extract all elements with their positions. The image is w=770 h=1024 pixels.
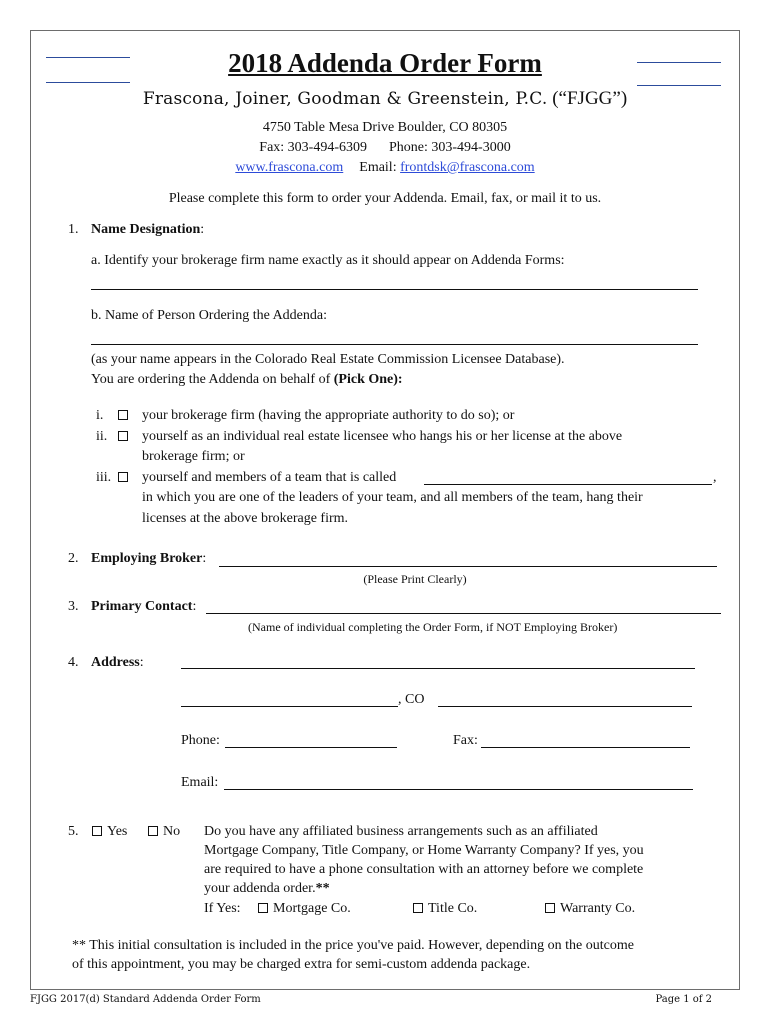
firm-contact-numbers: [0, 140, 770, 156]
option-iii-text-cont: in which you are one of the leaders of your team, and all members of the team, hang their: [142, 490, 643, 505]
firm-fax: Fax: 303-494-6309: [259, 140, 367, 155]
option-ii-numeral: ii.: [96, 429, 108, 444]
option-ii-checkbox[interactable]: [118, 431, 128, 441]
pick-one-bold: (Pick One):: [333, 372, 403, 387]
pick-one-prefix: You are ordering the Addenda on behalf of: [91, 372, 334, 387]
firm-phone: Phone: 303-494-3000: [389, 140, 511, 155]
section5-question-line3: are required to have a phone consultation with an attorney before we complete: [204, 862, 644, 877]
fax-field[interactable]: [481, 747, 690, 748]
footer-page-number: Page 1 of 2: [655, 994, 712, 1005]
section1-question-b: b. Name of Person Ordering the Addenda:: [91, 308, 327, 323]
primary-contact-field[interactable]: [206, 613, 721, 614]
option-i-numeral: i.: [96, 408, 104, 423]
section4-label: Address: [91, 655, 140, 670]
section5-number: 5.: [68, 824, 79, 839]
option-ii-text-cont: brokerage firm; or: [142, 449, 245, 464]
option-i-text: your brokerage firm (having the appropriate authority to do so); or: [142, 408, 515, 423]
section3-number: 3.: [68, 599, 79, 614]
email-field[interactable]: [224, 789, 693, 790]
if-yes-label: If Yes:: [204, 901, 241, 916]
section2-note: (Please Print Clearly): [363, 572, 467, 586]
email-label: Email:: [359, 160, 397, 175]
section1-question-a: a. Identify your brokerage firm name exactly as it should appear on Addenda Forms:: [91, 253, 565, 268]
section1-colon: :: [200, 222, 205, 237]
section1-number: 1.: [68, 222, 79, 237]
page-title: 2018 Addenda Order Form: [228, 48, 542, 78]
section4-heading: [91, 655, 144, 671]
firm-online-contact: [0, 160, 770, 176]
mortgage-co-label: Mortgage Co.: [273, 901, 351, 916]
footnote-line1: ** This initial consultation is included in the price you've paid. However, depending on the outcome: [72, 938, 634, 953]
section3-colon: :: [192, 599, 197, 614]
section1-label: Name Designation: [91, 222, 201, 237]
section1-note-pick-one: [91, 372, 403, 388]
section1-heading: [91, 222, 204, 238]
section3-heading: [91, 599, 196, 615]
section5-last-line: your addenda order.: [204, 881, 316, 896]
footnote-line2: of this appointment, you may be charged extra for semi-custom addenda package.: [72, 957, 531, 972]
title-co-checkbox[interactable]: [413, 903, 423, 913]
no-checkbox[interactable]: [148, 826, 158, 836]
section5-question-line2: Mortgage Company, Title Company, or Home Warranty Company? If yes, you: [204, 843, 644, 858]
section2-colon: :: [202, 551, 207, 566]
firm-heading: [0, 88, 770, 110]
option-iii-text-cont-2: licenses at the above brokerage firm.: [142, 511, 349, 526]
no-label: No: [163, 824, 181, 839]
option-iii-text: yourself and members of a team that is called: [142, 470, 397, 485]
section3-note: (Name of individual completing the Order Form, if NOT Employing Broker): [248, 620, 618, 634]
decorative-line-top-left-2: [46, 82, 130, 83]
section2-label: Employing Broker: [91, 551, 203, 566]
section4-number: 4.: [68, 655, 79, 670]
email-link[interactable]: frontdsk@frascona.com: [400, 160, 535, 175]
intro-text: Please complete this form to order your Addenda. Email, fax, or mail it to us.: [168, 191, 602, 206]
yes-checkbox[interactable]: [92, 826, 102, 836]
section2-number: 2.: [68, 551, 79, 566]
option-ii-text: yourself as an individual real estate licensee who hangs his or her license at the above: [142, 429, 623, 444]
footer-form-id: FJGG 2017(d) Standard Addenda Order Form: [30, 994, 261, 1005]
option-iii-numeral: iii.: [96, 470, 112, 485]
employing-broker-field[interactable]: [219, 566, 717, 567]
fax-label: Fax:: [453, 733, 478, 748]
phone-field[interactable]: [225, 747, 397, 748]
option-iii-checkbox[interactable]: [118, 472, 128, 482]
section5-question-line1: Do you have any affiliated business arrangements such as an affiliated: [204, 824, 598, 839]
mortgage-co-checkbox[interactable]: [258, 903, 268, 913]
section5-asterisks: **: [315, 881, 330, 896]
firm-address: 4750 Table Mesa Drive Boulder, CO 80305: [262, 120, 508, 135]
email-field-label: Email:: [181, 775, 219, 790]
person-ordering-name-field[interactable]: [91, 344, 698, 345]
zip-field[interactable]: [438, 706, 692, 707]
section5-question-line4: [204, 881, 330, 897]
warranty-co-label: Warranty Co.: [560, 901, 636, 916]
team-name-comma: ,: [713, 470, 717, 485]
city-field[interactable]: [181, 706, 398, 707]
firm-abbrev: (“FJGG”): [552, 88, 628, 109]
section2-heading: [91, 551, 206, 567]
title-co-label: Title Co.: [428, 901, 478, 916]
team-name-field[interactable]: [424, 484, 712, 485]
phone-label: Phone:: [181, 733, 220, 748]
website-link[interactable]: www.frascona.com: [235, 160, 344, 175]
yes-label: Yes: [107, 824, 128, 839]
warranty-co-checkbox[interactable]: [545, 903, 555, 913]
decorative-line-top-right-2: [637, 85, 721, 86]
street-address-field[interactable]: [181, 668, 695, 669]
section1-note-database: (as your name appears in the Colorado Real Estate Commission Licensee Database).: [91, 352, 565, 367]
section4-colon: :: [139, 655, 144, 670]
firm-name: Frascona, Joiner, Goodman & Greenstein, P.C.: [142, 89, 548, 109]
option-i-checkbox[interactable]: [118, 410, 128, 420]
brokerage-firm-name-field[interactable]: [91, 289, 698, 290]
section3-label: Primary Contact: [91, 599, 193, 614]
state-label: , CO: [398, 692, 425, 707]
